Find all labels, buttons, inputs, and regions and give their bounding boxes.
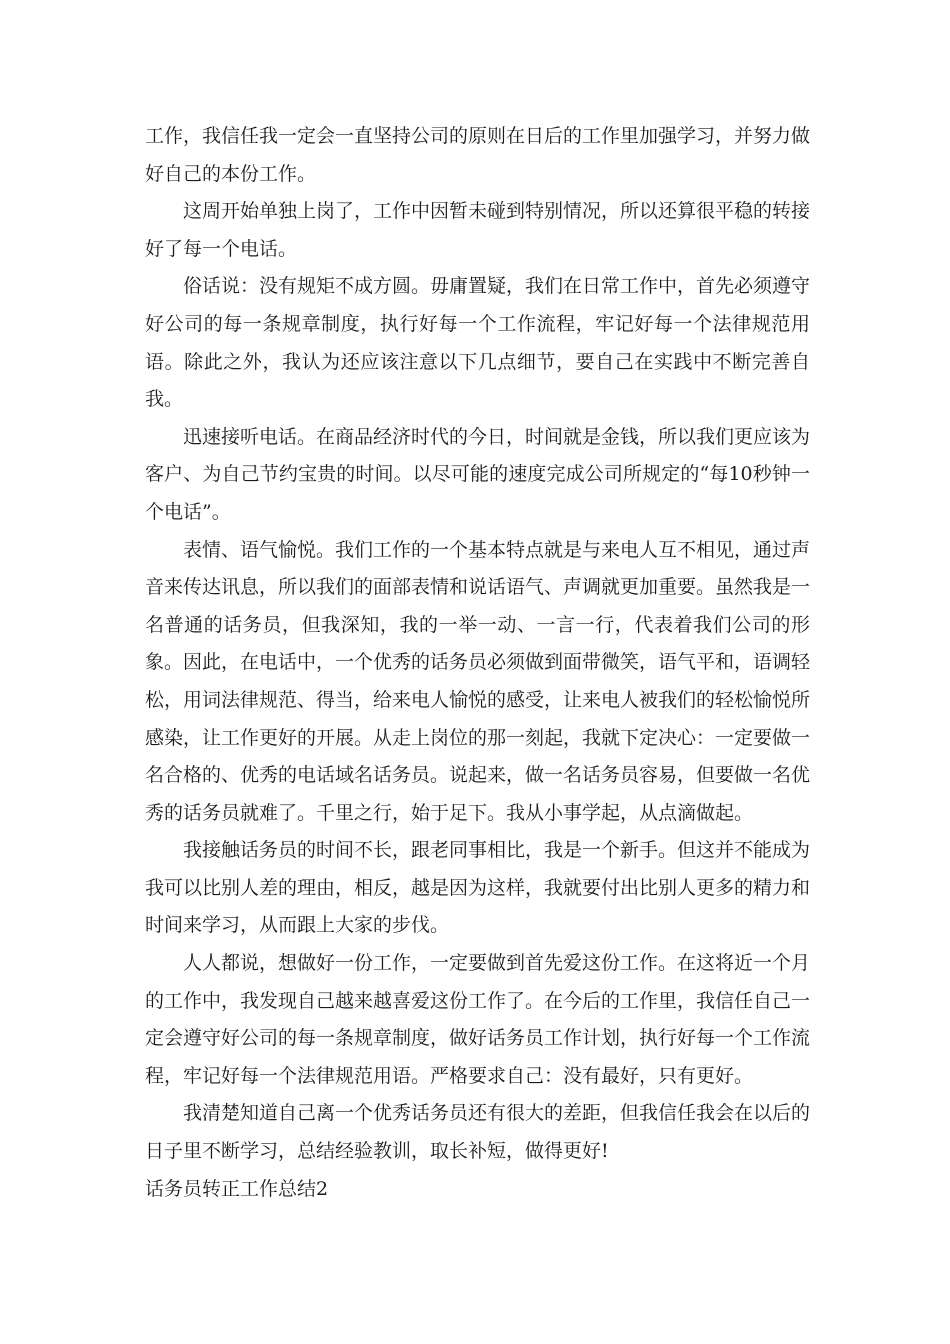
paragraph-love-work: 人人都说，想做好一份工作，一定要做到首先爱这份工作。在这将近一个月的工作中，我发现自己越来越喜爱这份工作了。在今后的工作里，我信任自己一定会遵守好公司的每一条规章制度，做好话务员工作计划，执行好每一个工作流程，牢记好每一个法律规范用语。严格要求自己：没有最好，只有更好。 — [145, 952, 811, 1087]
paragraph-improve: 我清楚知道自己离一个优秀话务员还有很大的差距，但我信任我会在以后的日子里不断学习，总结经验教训，取长补短，做得更好! — [145, 1102, 811, 1163]
section-heading: 话务员转正工作总结2 — [145, 1177, 329, 1200]
paragraph-answer-quickly: 迅速接听电话。在商品经济时代的今日，时间就是金钱，所以我们更应该为客户、为自己节约宝贵的时间。以尽可能的速度完成公司所规定的“每10秒钟一个电话”。 — [145, 425, 811, 523]
paragraph-tone-pleasant: 表情、语气愉悦。我们工作的一个基本特点就是与来电人互不相见，通过声音来传达讯息，所以我们的面部表情和说话语气、声调就更加重要。虽然我是一名普通的话务员，但我深知，我的一举一动、一言一行，代表着我们公司的形象。因此，在电话中，一个优秀的话务员必须做到面带微笑，语气平和，语调轻松，用词法律规范、得当，给来电人愉悦的感受，让来电人被我们的轻松愉悦所感染，让工作更好的开展。从走上岗位的那一刻起，我就下定决心：一定要做一名合格的、优秀的电话域名话务员。说起来，做一名话务员容易，但要做一名优秀的话务员就难了。千里之行，始于足下。我从小事学起，从点滴做起。 — [145, 538, 811, 824]
paragraph-rules: 俗话说：没有规矩不成方圆。毋庸置疑，我们在日常工作中，首先必须遵守好公司的每一条规章制度，执行好每一个工作流程，牢记好每一个法律规范用语。除此之外，我认为还应该注意以下几点细节，要自己在实践中不断完善自我。 — [145, 275, 811, 411]
paragraph-newcomer: 我接触话务员的时间不长，跟老同事相比，我是一个新手。但这并不能成为我可以比别人差的理由，相反，越是因为这样，我就要付出比别人更多的精力和时间来学习，从而跟上大家的步伐。 — [145, 839, 811, 937]
paragraph-solo-shift: 这周开始单独上岗了，工作中因暂未碰到特别情况，所以还算很平稳的转接好了每一个电话。 — [145, 200, 811, 260]
paragraph-continuation: 工作，我信任我一定会一直坚持公司的原则在日后的工作里加强学习，并努力做好自己的本份工作。 — [145, 125, 811, 185]
document-body — [145, 118, 810, 1208]
